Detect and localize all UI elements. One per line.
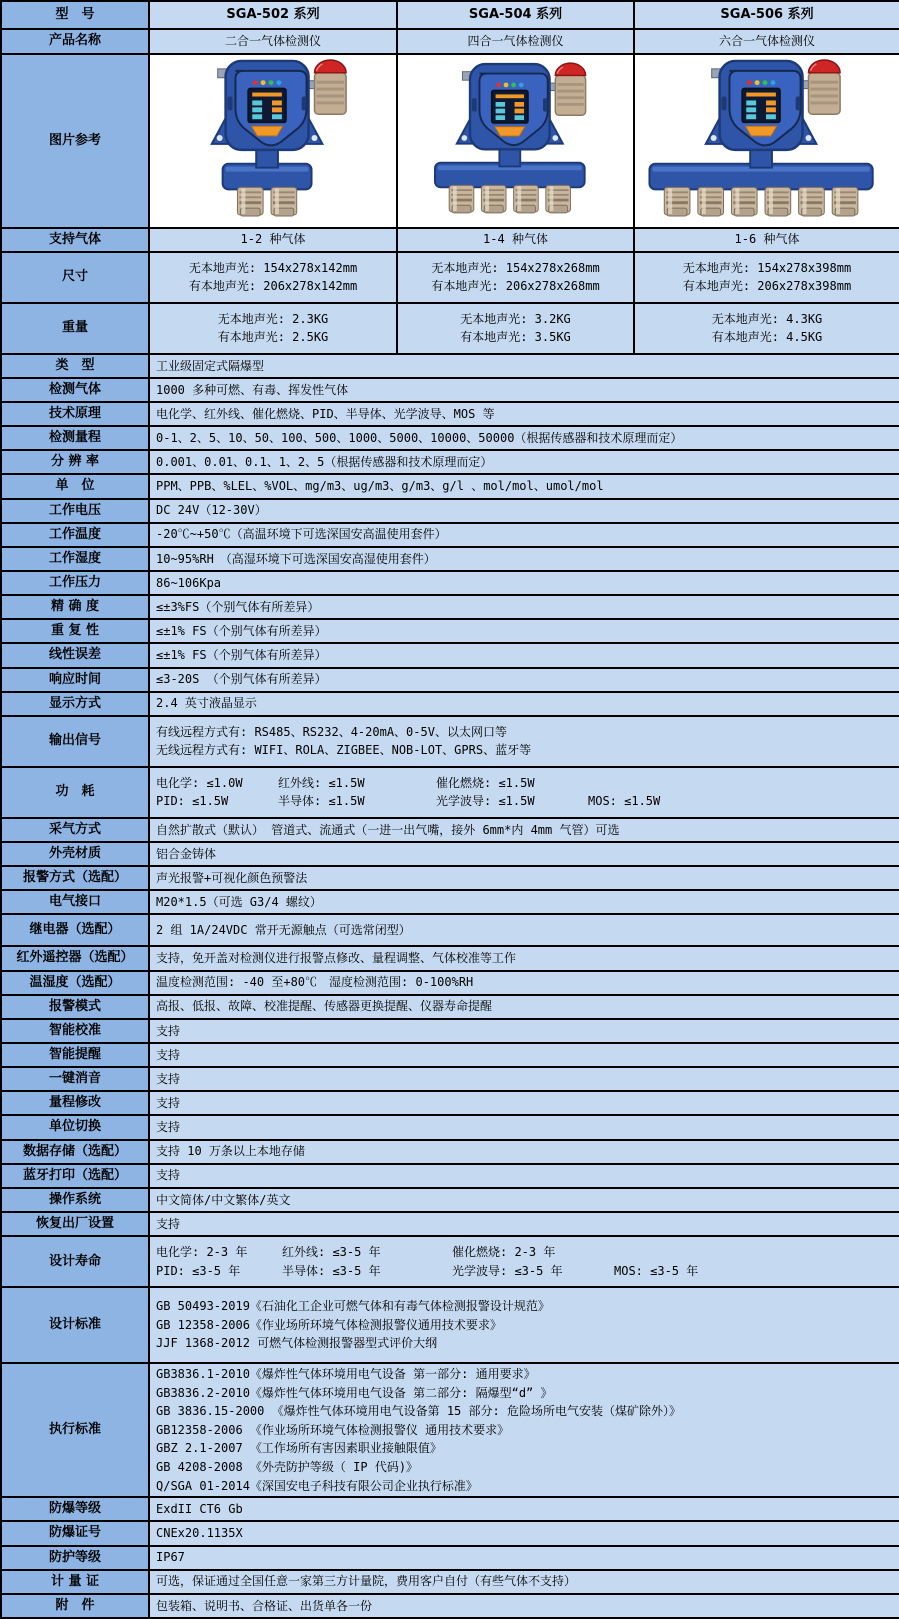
sensor-cylinder [698,187,724,216]
row-label: 智能提醒 [1,1043,149,1067]
spec-value: CNEx20.1135X [149,1521,899,1545]
lcd-screen [742,89,780,123]
spec-value: ≤±1% FS（个别气体有所差异） [149,619,899,643]
value-cell [397,303,634,354]
table-row [1,866,899,890]
table-row [1,354,899,378]
table-row [1,668,899,692]
spec-value: 温度检测范围: -40 至+80℃ 湿度检测范围: 0-100%RH [149,971,899,995]
table-row [1,842,899,866]
spec-table-body [1,1,899,1618]
value-segment: 红外线: ≤3-5 年 [282,1245,381,1259]
spec-value: 电化学、红外线、催化燃烧、PID、半导体、光学波导、MOS 等 [149,402,899,426]
spec-value: 可选，保证通过全国任意一家第三方计量院，费用客户自付（有些气体不支持） [149,1570,899,1594]
value-segment: PID: ≤1.5W [156,794,229,809]
table-row [1,643,899,667]
row-label: 工作电压 [1,499,149,523]
product-image-cell [149,54,397,228]
sensor-cylinder [832,187,858,216]
row-label: 温湿度（选配） [1,971,149,995]
sensor-cylinder [799,187,825,216]
spec-value: 2.4 英寸液晶显示 [149,692,899,716]
table-row [1,571,899,595]
value-line: GBZ 2.1-2007 《工作场所有害因素职业接触限值》 [156,1441,442,1456]
table-row [1,54,899,228]
sensor-cylinder [237,187,263,216]
table-row [1,1091,899,1115]
row-label: 一键消音 [1,1067,149,1091]
row-label: 防爆等级 [1,1497,149,1521]
spec-value [149,1363,899,1497]
value-line: 有本地声光: 206x278x268mm [431,279,600,294]
value-cell [634,252,899,303]
spec-value: 2 组 1A/24VDC 常开无源触点（可选常闭型） [149,914,899,946]
spec-value: 86~106Kpa [149,571,899,595]
value-segment: 光学波导: ≤1.5W [436,794,535,809]
spec-value: 支持 [149,1212,899,1236]
table-row [1,1570,899,1594]
value-line: 无本地声光: 154x278x398mm [682,260,852,275]
table-row [1,1497,899,1521]
value-line: 无本地声光: 154x278x268mm [431,260,600,275]
row-label: 继电器（选配） [1,914,149,946]
value-line: GB12358-2006 《作业场所环境气体检测报警仪 通用技术要求》 [156,1422,510,1437]
table-row [1,995,899,1019]
table-row [1,523,899,547]
row-label: 设计寿命 [1,1236,149,1287]
row-label: 图片参考 [1,54,149,228]
value-segment: 催化燃烧: 2-3 年 [452,1245,556,1259]
spec-value: 支持 [149,1115,899,1139]
table-row [1,474,899,498]
row-label: 功 耗 [1,767,149,818]
row-label: 外壳材质 [1,842,149,866]
value-line: 有本地声光: 2.5KG [217,330,329,345]
table-row [1,426,899,450]
row-label: 量程修改 [1,1091,149,1115]
row-label: 工作压力 [1,571,149,595]
row-label: 线性误差 [1,643,149,667]
spec-value: -20℃~+50℃（高温环境下可选深国安高温使用套件） [149,523,899,547]
row-label: 智能校准 [1,1019,149,1043]
sensor-cylinder [449,185,474,212]
value-line: GB3836.2-2010《爆炸性气体环境用电气设备 第二部分: 隔爆型“d” 》 [156,1385,553,1400]
spec-value: 1000 多种可燃、有毒、挥发性气体 [149,378,899,402]
value-segment: 光学波导: ≤3-5 年 [452,1263,563,1278]
row-label: 采气方式 [1,818,149,842]
row-label: 防护等级 [1,1546,149,1570]
model-series-header: SGA-506 系列 [634,1,899,29]
spec-value [149,1287,899,1363]
spec-value: 支持 [149,1043,899,1067]
table-row [1,1188,899,1212]
sensor-cylinder [664,187,690,216]
row-label: 操作系统 [1,1188,149,1212]
gas-detector-illustration [398,57,633,219]
spec-value: ≤3-20S （个别气体有所差异） [149,668,899,692]
row-label: 恢复出厂设置 [1,1212,149,1236]
table-row [1,1019,899,1043]
table-row [1,946,899,970]
value-line: GB 12358-2006《作业场所环境气体检测报警仪通用技术要求》 [156,1317,502,1332]
spec-value: ≤±3%FS（个别气体有所差异） [149,595,899,619]
value-line: GB 50493-2019《石油化工企业可燃气体和有毒气体检测报警设计规范》 [156,1299,550,1314]
value-cell [149,303,397,354]
value-line [156,792,893,811]
row-label: 工作温度 [1,523,149,547]
row-label: 单 位 [1,474,149,498]
spec-value: 支持，免开盖对检测仪进行报警点修改、量程调整、气体校准等工作 [149,946,899,970]
value-line: 有本地声光: 206x278x398mm [682,279,852,294]
spec-value: M20*1.5（可选 G3/4 螺纹） [149,890,899,914]
row-label: 报警模式 [1,995,149,1019]
row-label: 响应时间 [1,668,149,692]
spec-value [149,716,899,767]
value-cell: 四合一气体检测仪 [397,29,634,54]
value-line: 无本地声光: 3.2KG [460,311,571,326]
table-row [1,228,899,252]
spec-value: 声光报警+可视化颜色预警法 [149,866,899,890]
value-cell: 1-4 种气体 [397,228,634,252]
row-label: 分 辨 率 [1,450,149,474]
sensor-cylinder [481,185,506,212]
value-cell [634,303,899,354]
table-row [1,547,899,571]
table-row [1,1043,899,1067]
spec-value: 支持 [149,1164,899,1188]
table-row [1,1363,899,1497]
table-row [1,402,899,426]
spec-value: 自然扩散式（默认） 管道式、流通式（一进一出气嘴，接外 6mm*内 4mm 气管）可选 [149,818,899,842]
row-label: 类 型 [1,354,149,378]
row-label: 工作湿度 [1,547,149,571]
alarm-beacon [799,60,840,114]
value-cell [149,252,397,303]
value-cell: 1-2 种气体 [149,228,397,252]
table-row [1,1287,899,1363]
row-label: 精 确 度 [1,595,149,619]
row-label: 输出信号 [1,716,149,767]
table-row [1,767,899,818]
table-row [1,914,899,946]
spec-value: 0.001、0.01、0.1、1、2、5（根据传感器和技术原理而定） [149,450,899,474]
value-cell: 六合一气体检测仪 [634,29,899,54]
spec-value: 支持 10 万条以上本地存储 [149,1140,899,1164]
value-segment: 电化学: ≤1.0W [156,775,243,790]
value-line: GB3836.1-2010《爆炸性气体环境用电气设备 第一部分: 通用要求》 [156,1367,536,1382]
spec-value: DC 24V（12-30V） [149,499,899,523]
row-label: 重量 [1,303,149,354]
value-segment: 红外线: ≤1.5W [278,775,365,790]
value-line: GB 4208-2008 《外壳防护等级（ IP 代码)》 [156,1460,419,1475]
spec-value [149,767,899,818]
spec-value: 包装箱、说明书、合格证、出货单各一份 [149,1594,899,1618]
value-segment: MOS: ≤3-5 年 [614,1263,699,1278]
row-label: 检测量程 [1,426,149,450]
spec-value: ExdII CT6 Gb [149,1497,899,1521]
row-label: 尺寸 [1,252,149,303]
value-line [156,1243,893,1262]
spec-value [149,1236,899,1287]
value-cell [397,252,634,303]
table-row [1,378,899,402]
spec-value: 工业级固定式隔爆型 [149,354,899,378]
spec-value: 10~95%RH （高湿环境下可选深国安高湿使用套件） [149,547,899,571]
gas-detector-illustration [635,57,899,219]
row-label: 报警方式（选配） [1,866,149,890]
value-line [156,774,893,793]
row-label: 单位切换 [1,1115,149,1139]
spec-value: 中文简体/中文繁体/英文 [149,1188,899,1212]
table-row [1,716,899,767]
table-row [1,1164,899,1188]
row-label: 型 号 [1,1,149,29]
table-row [1,890,899,914]
spec-value: ≤±1% FS（个别气体有所差异） [149,643,899,667]
value-segment: MOS: ≤1.5W [588,794,661,809]
value-line: 无本地声光: 154x278x142mm [188,260,358,275]
spec-value: 0-1、2、5、10、50、100、500、1000、5000、10000、50000（根据传感器和技术原理而定） [149,426,899,450]
row-label: 电气接口 [1,890,149,914]
alarm-beacon [546,63,586,115]
table-row [1,1115,899,1139]
value-line: 有本地声光: 206x278x142mm [188,279,358,294]
alarm-beacon [305,60,346,114]
row-label: 附 件 [1,1594,149,1618]
lcd-screen [492,91,528,123]
table-row [1,1,899,29]
value-line: 有本地声光: 4.5KG [711,330,823,345]
table-row [1,303,899,354]
row-label: 执行标准 [1,1363,149,1497]
table-row [1,29,899,54]
value-segment: 半导体: ≤1.5W [278,794,365,809]
sensor-cylinder [271,187,297,216]
model-series-header: SGA-504 系列 [397,1,634,29]
value-line: GB 3836.15-2000 《爆炸性气体环境用电气设备第 15 部分: 危险场所电气安装（煤矿除外）》 [156,1404,681,1419]
table-row [1,252,899,303]
row-label: 检测气体 [1,378,149,402]
product-image-cell [397,54,634,228]
spec-value: 高报、低报、故障、校准提醒、传感器更换提醒、仪器寿命提醒 [149,995,899,1019]
value-segment: PID: ≤3-5 年 [156,1263,241,1278]
table-row [1,971,899,995]
table-row [1,619,899,643]
row-label: 产品名称 [1,29,149,54]
model-series-header: SGA-502 系列 [149,1,397,29]
table-row [1,1546,899,1570]
row-label: 显示方式 [1,692,149,716]
value-line: 无本地声光: 2.3KG [217,311,329,326]
sensor-cylinder [514,185,539,212]
row-label: 设计标准 [1,1287,149,1363]
spec-value: IP67 [149,1546,899,1570]
row-label: 支持气体 [1,228,149,252]
table-row [1,1140,899,1164]
value-line: JJF 1368-2012 可燃气体检测报警器型式评价大纲 [156,1336,438,1351]
table-row [1,1236,899,1287]
value-segment: 催化燃烧: ≤1.5W [436,775,535,790]
value-line: 有线远程方式有: RS485、RS232、4-20mA、0-5V、以太网口等 [156,724,507,739]
value-segment: 电化学: 2-3 年 [156,1245,248,1259]
sensor-cylinder [765,187,791,216]
table-row [1,818,899,842]
table-row [1,595,899,619]
gas-detector-illustration [150,57,396,219]
spec-value: 支持 [149,1019,899,1043]
row-label: 蓝牙打印（选配） [1,1164,149,1188]
table-row [1,1521,899,1545]
table-row [1,1067,899,1091]
value-line [156,1262,893,1281]
lcd-screen [248,89,286,123]
product-image-cell [634,54,899,228]
spec-value: 铝合金铸体 [149,842,899,866]
row-label: 计 量 证 [1,1570,149,1594]
spec-value: PPM、PPB、%LEL、%VOL、mg/m3、ug/m3、g/m3、g/l 、mol/mol、umol/mol [149,474,899,498]
sensor-cylinder [546,185,571,212]
row-label: 重 复 性 [1,619,149,643]
table-row [1,692,899,716]
value-line: 有本地声光: 3.5KG [460,330,571,345]
sensor-cylinder [731,187,757,216]
table-row [1,1212,899,1236]
table-row [1,450,899,474]
row-label: 数据存储（选配） [1,1140,149,1164]
row-label: 红外遥控器（选配） [1,946,149,970]
spec-value: 支持 [149,1067,899,1091]
table-row [1,499,899,523]
row-label: 技术原理 [1,402,149,426]
value-line: Q/SGA 01-2014《深国安电子科技有限公司企业执行标准》 [156,1478,478,1493]
value-cell: 1-6 种气体 [634,228,899,252]
spec-value: 支持 [149,1091,899,1115]
row-label: 防爆证号 [1,1521,149,1545]
value-cell: 二合一气体检测仪 [149,29,397,54]
value-segment: 半导体: ≤3-5 年 [282,1263,381,1278]
value-line: 无本地声光: 4.3KG [711,311,823,326]
table-row [1,1594,899,1618]
value-line: 无线远程方式有: WIFI、ROLA、ZIGBEE、NOB-LOT、GPRS、蓝牙等 [156,743,532,758]
